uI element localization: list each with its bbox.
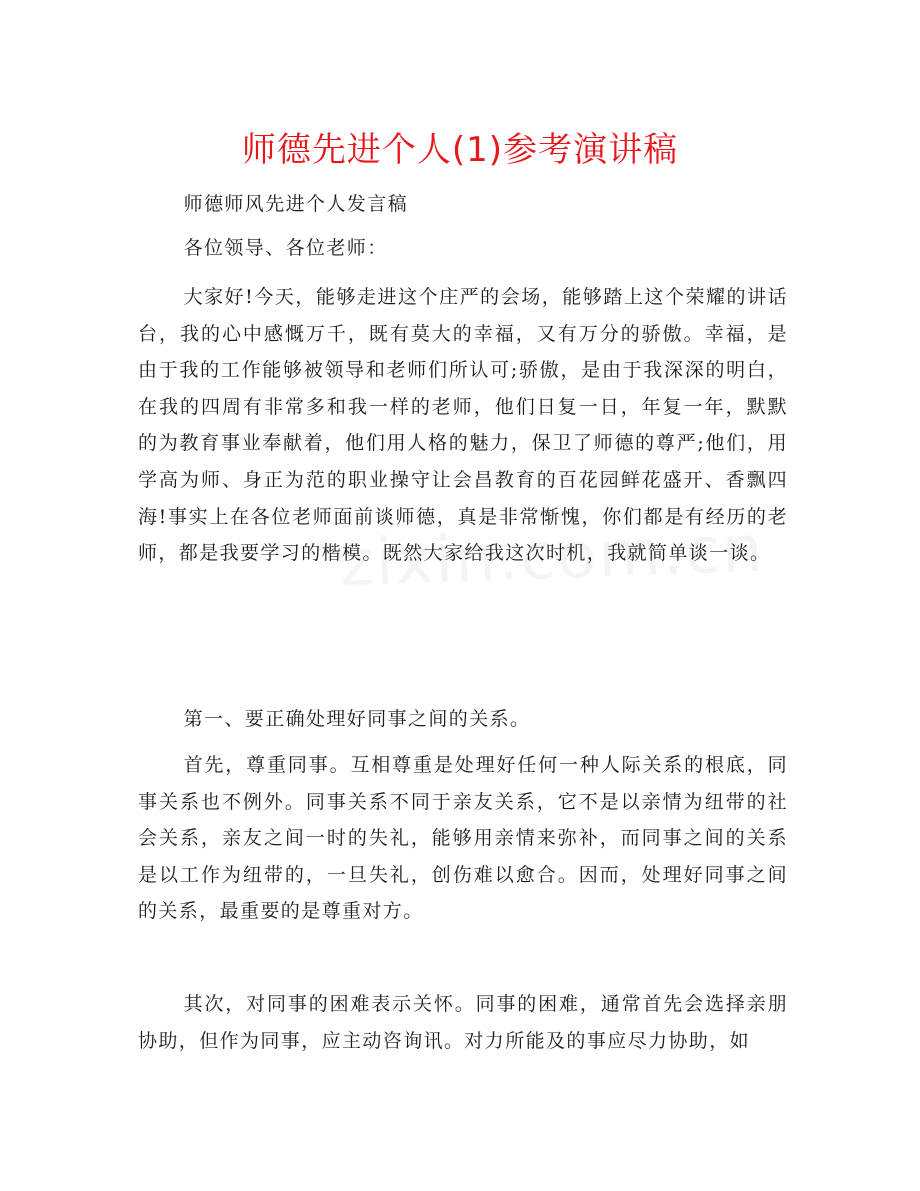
greeting: 各位领导、各位老师： [183,237,388,259]
body-paragraph-1 [138,279,788,572]
body-paragraph-3 [138,747,788,930]
paragraph-text: 其次，对同事的困难表示关怀。同事的困难，通常首先会选择亲朋协助，但作为同事，应主动咨询讯。对力所能及的事应尽力协助，如 [138,993,788,1052]
greeting-paragraph [138,230,788,267]
subtitle: 师德师风先进个人发言稿 [183,193,408,215]
document-title: 师德先进个人(1)参考演讲稿 [241,130,679,170]
paragraph-text: 大家好!今天，能够走进这个庄严的会场，能够踏上这个荣耀的讲话台，我的心中感慨万千，既有莫大的幸福，又有万分的骄傲。幸福，是由于我的工作能够被领导和老师们所认可;骄傲，是由于我深深的明白，在我的四周有非常多和我一样的老师，他们日复一日，年复一年，默默的为教育事业奉献着，他们用人格的魅力，保卫了师德的尊严;他们，用学高为师、身正为范的职业操守让会昌教育的百花园鲜花盛开、香飘四海!事实上在各位老师面前谈师德，真是非常惭愧，你们都是有经历的老师，都是我要学习的楷模。既然大家给我这次时机，我就简单谈一谈。 [138,286,788,565]
section-heading: 第一、要正确处理好同事之间的关系。 [183,708,531,730]
subtitle-paragraph [138,186,788,223]
body-paragraph-2 [138,701,788,738]
paragraph-text: 首先，尊重同事。互相尊重是处理好任何一种人际关系的根底，同事关系也不例外。同事关系不同于亲友关系，它不是以亲情为纽带的社会关系，亲友之间一时的失礼，能够用亲情来弥补，而同事之间的关系是以工作为纽带的，一旦失礼，创伤难以愈合。因而，处理好同事之间的关系，最重要的是尊重对方。 [138,754,788,923]
body-paragraph-4 [138,986,788,1059]
